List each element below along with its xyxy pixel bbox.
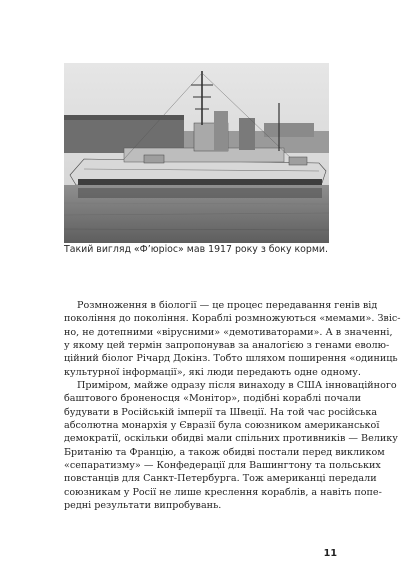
text-line: «сепаратизму» — Конфедерації для Вашингтону та польських <box>64 460 381 472</box>
paragraph <box>64 379 398 512</box>
figure-caption: Такий вигляд «Ф’юріос» мав 1917 року з боку корми. <box>64 244 328 255</box>
text-line: культурної інформації», які люди передають одне одному. <box>64 366 361 378</box>
text-line: абсолютна монархія у Євразії була союзником американської <box>64 420 380 432</box>
text-line: у якому цей термін запропонував за аналогією з генами еволю- <box>64 340 390 352</box>
text-line: союзникам у Росії не лише креслення кораблів, а навіть попе- <box>64 486 382 498</box>
body-text <box>64 299 401 513</box>
text-line: редні результати випробувань. <box>64 500 222 512</box>
paragraph <box>64 299 401 379</box>
text-line: но, не дотепними «вірусними» «демотиваторами». А в значенні, <box>64 326 393 338</box>
text-line: демократії, оскільки обидві мали спільних противників — Велику <box>64 433 398 445</box>
text-line: Приміром, майже одразу після винаходу в США інноваційного <box>77 380 397 392</box>
text-line: ційний біолог Річард Докінз. Тобто шляхом поширення «одиниць <box>64 353 398 365</box>
text-line: повстанців для Санкт-Петербурга. Тож американці передали <box>64 473 377 485</box>
warship-illustration <box>64 63 329 243</box>
text-line: баштового броненосця «Монітор», подібні кораблі почали <box>64 393 362 405</box>
text-line: будувати в Російській імперії та Швеції. На той час російська <box>64 406 378 418</box>
text-line: покоління до покоління. Кораблі розмножуються «мемами». Звіс- <box>64 313 401 325</box>
text-line: Британію та Францію, а також обидві постали перед викликом <box>64 446 385 458</box>
page-number: 11 <box>323 548 337 559</box>
ship-photo <box>64 63 329 243</box>
text-line: Розмноження в біології — це процес передавання генів від <box>77 300 378 311</box>
